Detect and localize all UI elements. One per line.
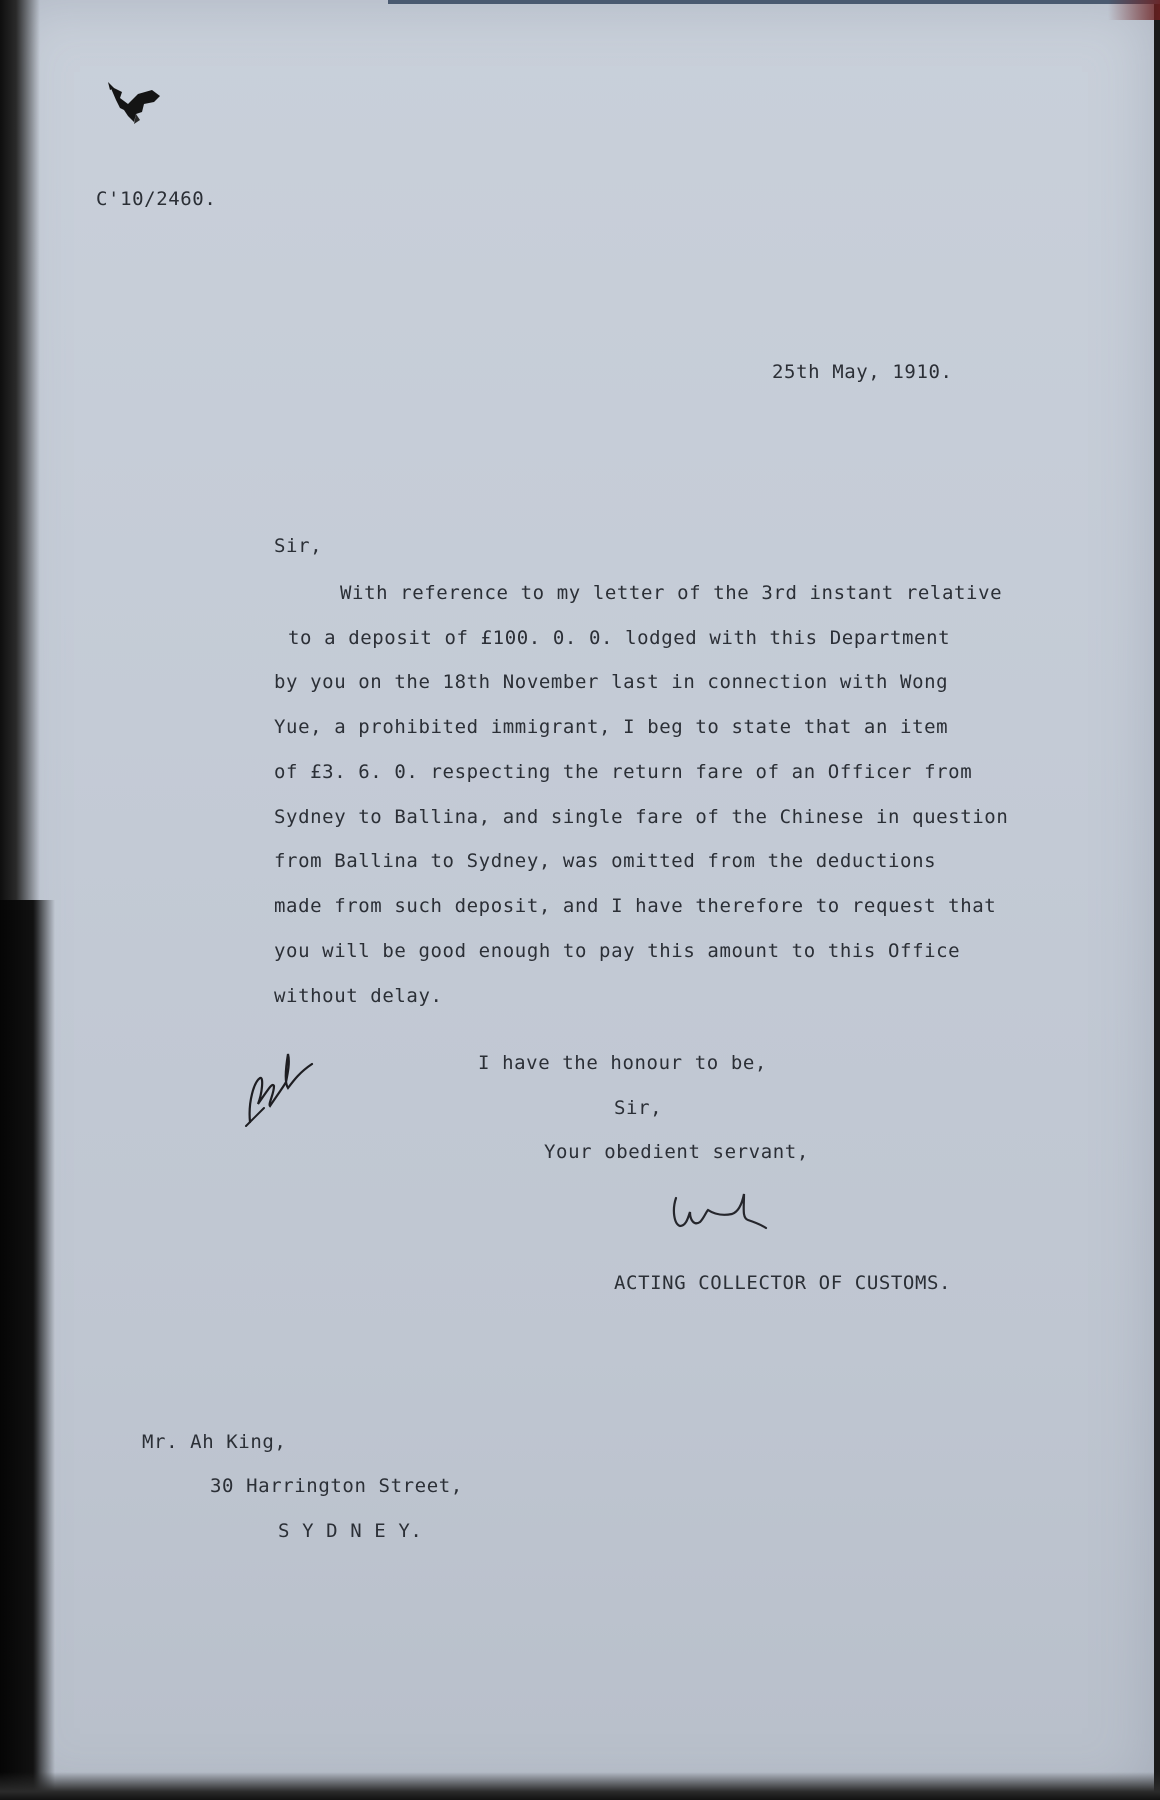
body-line: without delay.: [274, 985, 443, 1007]
closing-line-1: I have the honour to be,: [478, 1052, 767, 1074]
body-line: Yue, a prohibited immigrant, I beg to state that an item: [274, 716, 949, 738]
body-line: from Ballina to Sydney, was omitted from the deductions: [274, 850, 937, 872]
closing-line-3: Your obedient servant,: [544, 1141, 809, 1163]
addressee-street: 30 Harrington Street,: [210, 1475, 463, 1497]
handwritten-initials: [244, 1042, 316, 1128]
handwritten-signature: [668, 1182, 788, 1242]
addressee-city: S Y D N E Y.: [278, 1520, 423, 1542]
body-line: made from such deposit, and I have therefore to request that: [274, 895, 997, 917]
body-line: of £3. 6. 0. respecting the return fare of an Officer from: [274, 761, 973, 783]
corner-stain: [1108, 0, 1160, 20]
closing-line-2: Sir,: [614, 1097, 663, 1119]
body-line: to a deposit of £100. 0. 0. lodged with this Department: [288, 627, 951, 649]
ink-blot-mark: [108, 82, 188, 152]
signatory-title: ACTING COLLECTOR OF CUSTOMS.: [614, 1272, 952, 1294]
body-line: Sydney to Ballina, and single fare of the Chinese in question: [274, 806, 1009, 828]
body-line: With reference to my letter of the 3rd instant relative: [340, 582, 1003, 604]
bottom-edge: [0, 1772, 1160, 1800]
letter-date: 25th May, 1910.: [772, 361, 953, 383]
addressee-name: Mr. Ah King,: [142, 1431, 287, 1453]
salutation: Sir,: [274, 535, 323, 557]
body-line: you will be good enough to pay this amount to this Office: [274, 940, 961, 962]
top-edge-stain: [388, 0, 1160, 4]
left-torn-edge: [0, 900, 55, 1800]
reference-number: C'10/2460.: [96, 188, 217, 210]
body-line: by you on the 18th November last in connection with Wong: [274, 671, 949, 693]
